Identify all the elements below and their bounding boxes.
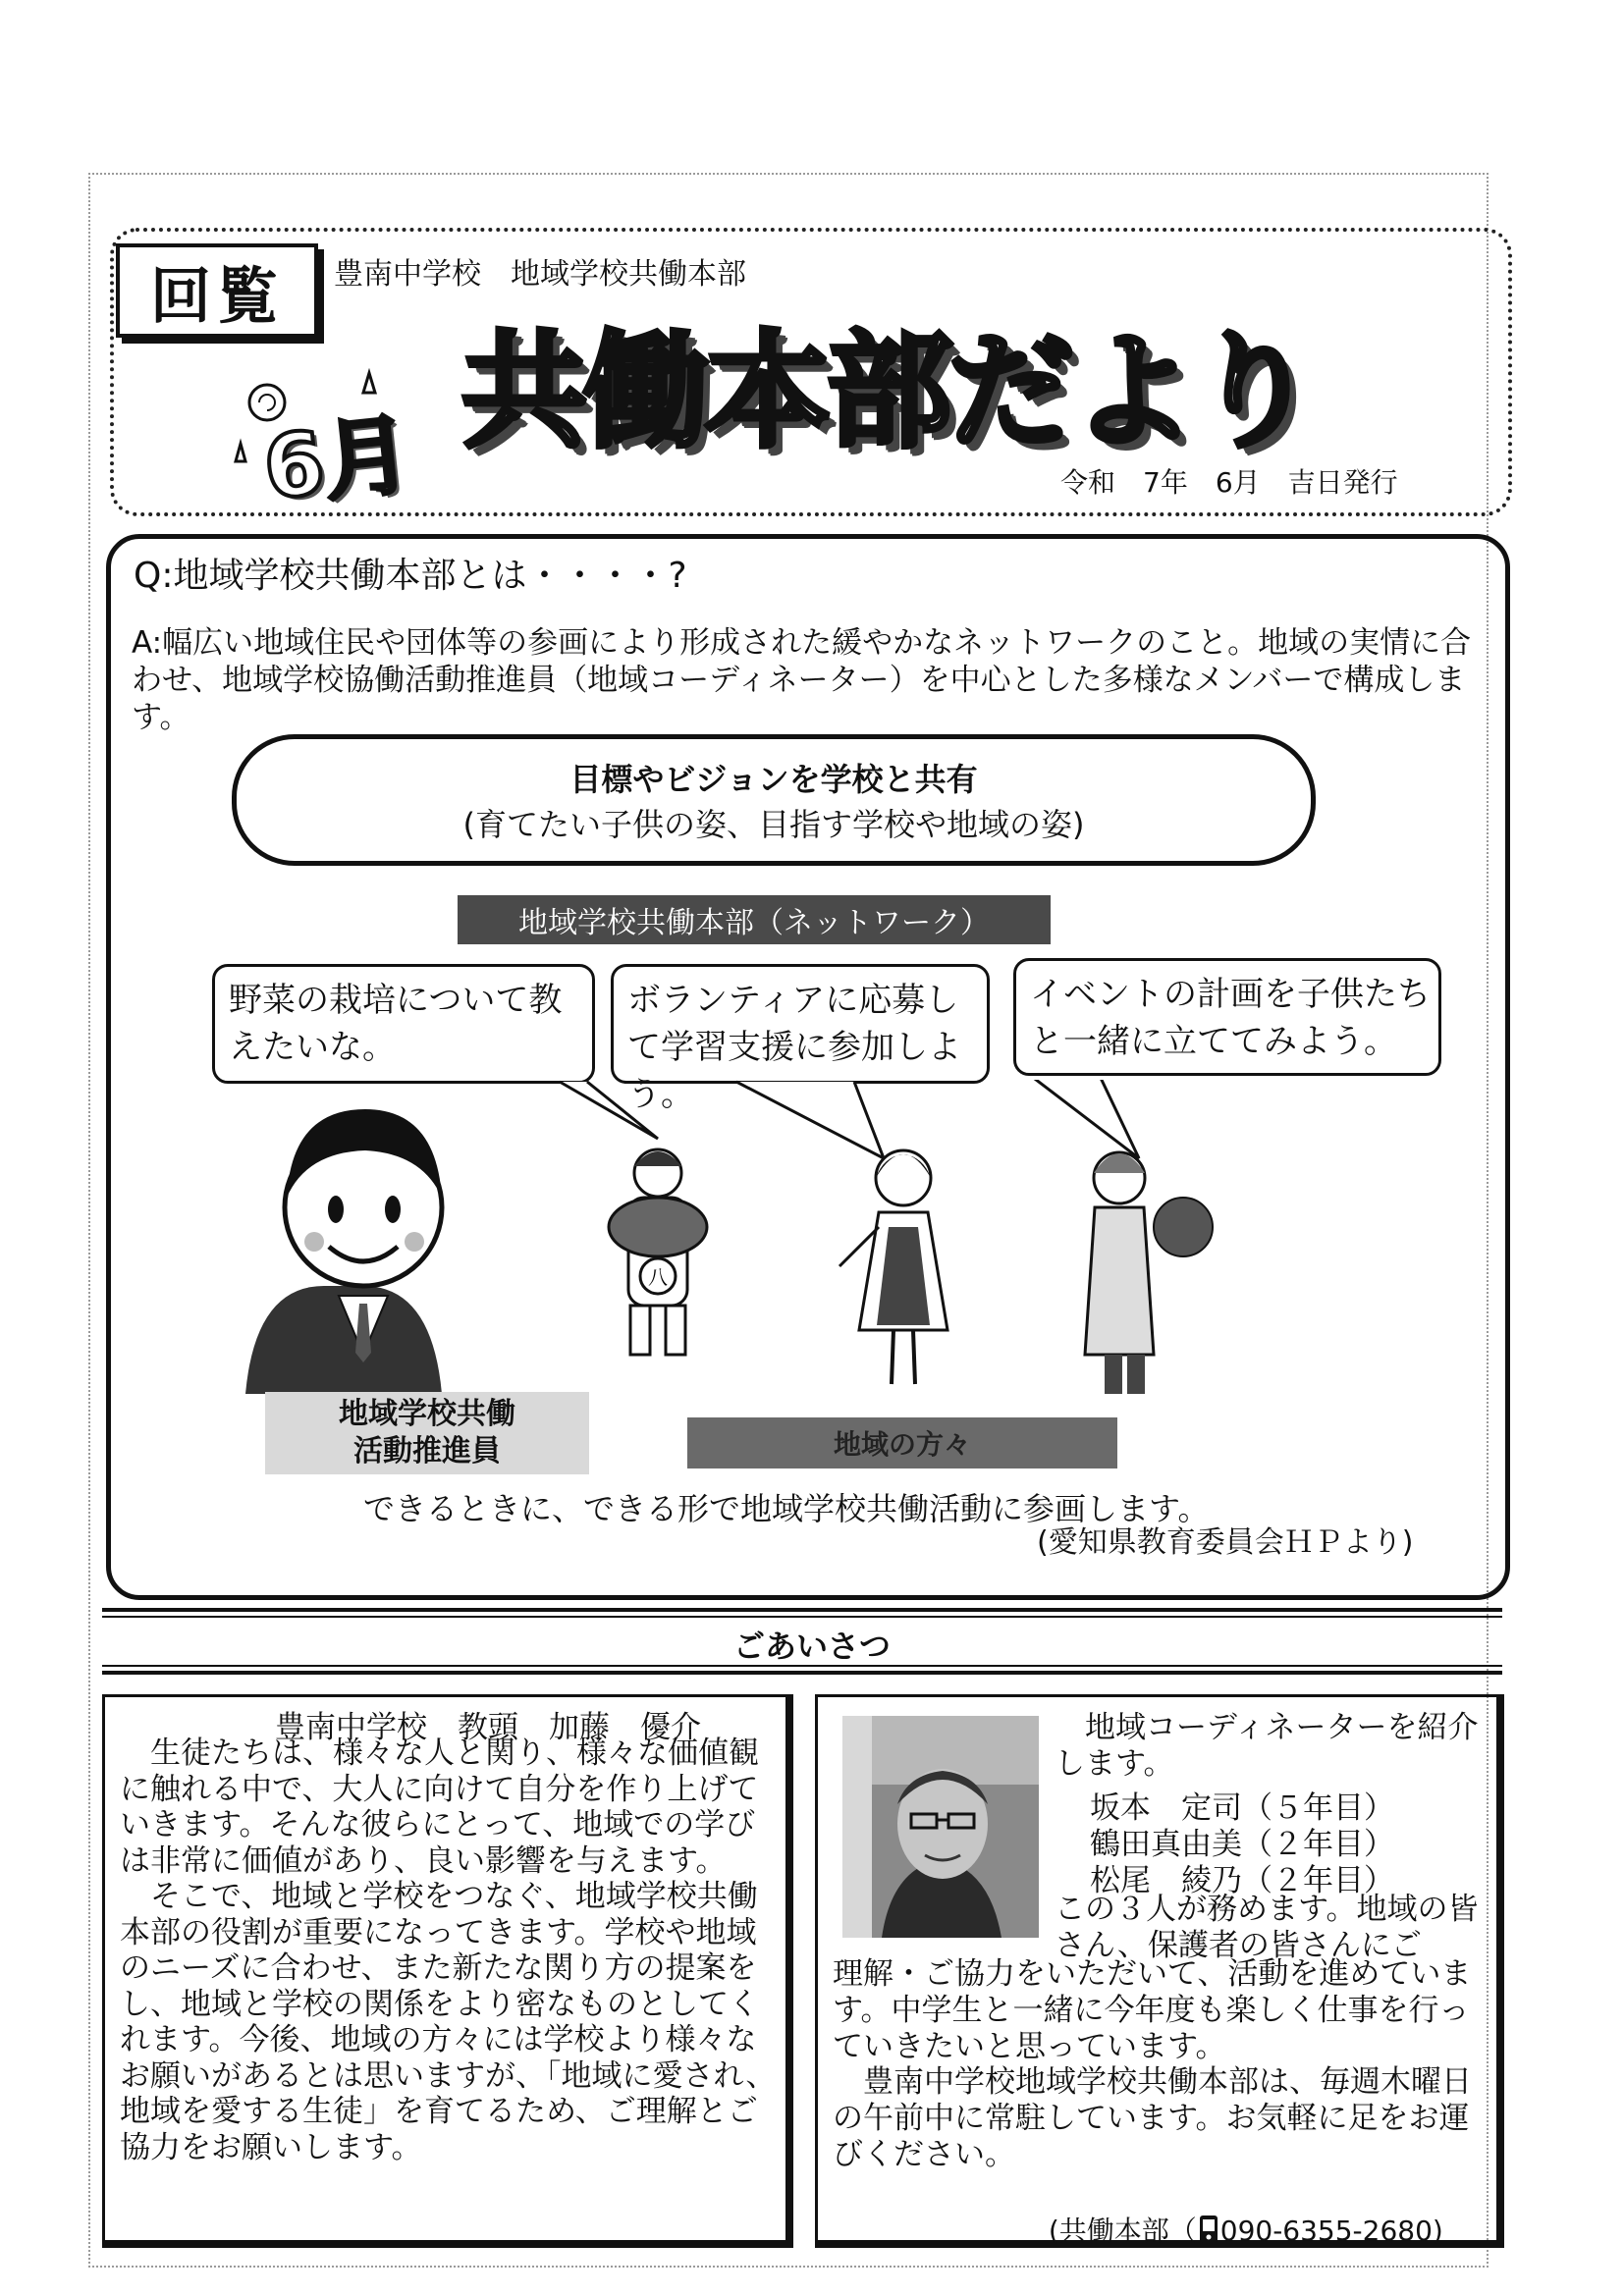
speech-bubble-event-planner: イベントの計画を子供たちと一緒に立ててみよう。	[1013, 958, 1441, 1076]
coordinator-name: 坂本 定司（５年目）	[1090, 1790, 1394, 1826]
newsletter-title: 共働本部だより	[461, 319, 1315, 465]
goal-title: 目標やビジョンを学校と共有	[569, 761, 978, 798]
coordinator-figure-icon	[245, 1109, 442, 1394]
community-label: 地域の方々	[687, 1417, 1117, 1468]
coordinator-message-continued: 理解・ご協力をいただいて、活動を進めています。中学生と一緒に今年度も楽しく仕事を行っていきたいと思っています。	[833, 1956, 1472, 2064]
svg-text:八: 八	[648, 1265, 668, 1289]
speech-bubble-volunteer: ボランティアに応募して学習支援に参加しよう。	[611, 964, 990, 1084]
goal-subtitle: (育てたい子供の姿、目指す学校や地域の姿)	[462, 806, 1085, 843]
speech-bubble-farmer: 野菜の栽培について教えたいな。	[212, 964, 595, 1084]
source-note: (愛知県教育委員会ＨＰより)	[1037, 1525, 1414, 1560]
coordinator-message-start: この３人が務めます。地域の皆さん、保護者の皆さんにご	[1055, 1892, 1479, 1963]
goal-oval	[232, 734, 1316, 866]
coordinator-label: 地域学校共働 活動推進員	[265, 1392, 589, 1474]
people-illustration	[128, 1080, 1502, 1414]
coordinator-intro: 地域コーディネーターを紹介します。	[1055, 1710, 1479, 1782]
coordinator-name: 松尾 綾乃（２年目）	[1090, 1863, 1394, 1898]
phone-number: 090-6355-2680)	[1219, 2215, 1443, 2247]
month-badge: 6月	[258, 402, 415, 519]
participation-text: できるときに、できる形で地域学校共働活動に参画します。	[363, 1490, 1210, 1527]
office-hours-text: 豊南中学校地域学校共働本部は、毎週木曜日の午前中に常駐しています。お気軽に足をお運びください。	[833, 2064, 1472, 2172]
event-planner-figure-icon	[1085, 1152, 1213, 1394]
question-heading: Q:地域学校共働本部とは・・・・?	[134, 556, 687, 596]
greeting-rule-bottom	[102, 1665, 1502, 1675]
circulation-stamp: 回覧	[116, 243, 318, 338]
mobile-phone-icon	[1197, 2215, 1220, 2251]
contact-prefix: (共働本部（	[1048, 2215, 1197, 2247]
issue-date: 令和 7年 6月 吉日発行	[1060, 466, 1398, 499]
coordinator-photo	[842, 1716, 1039, 1938]
answer-text: A:幅広い地域住民や団体等の参画により形成された緩やかなネットワークのこと。地域の実情に合わせ、地域学校協働活動推進員（地域コーディネーター）を中心とした多様なメンバーで構成します。	[132, 625, 1472, 735]
coordinator-name: 鶴田真由美（２年目）	[1090, 1827, 1394, 1862]
contact-info	[1031, 2177, 1443, 2251]
network-label: 地域学校共働本部（ネットワーク）	[458, 895, 1051, 944]
farmer-figure-icon	[609, 1149, 707, 1355]
vice-principal-signature: 豊南中学校 教頭 加藤 優介	[275, 1710, 701, 1745]
vice-principal-message: 生徒たちは、様々な人と関り、様々な価値観に触れる中で、大人に向けて自分を作り上げていきます。そんな彼らにとって、地域での学びは非常に価値があり、良い影響を与えます。 そこで、地域と学校をつなぐ、地域学校共働本部の役割が重要になってきます。学校や地域のニーズに合わせ、また新たな関り方の提案をし、地域と学校の関係をより密なものとしてくれます。今後、地域の方々には学校より様々なお願いがあるとは思いますが、「地域に愛され、地域を愛する生徒」を育てるため、ご理解とご協力をお願いします。	[120, 1735, 777, 2165]
volunteer-figure-icon	[839, 1150, 947, 1384]
greeting-heading: ごあいさつ	[732, 1628, 891, 1665]
greeting-rule-top	[102, 1608, 1502, 1618]
school-organization: 豊南中学校 地域学校共働本部	[334, 257, 746, 292]
